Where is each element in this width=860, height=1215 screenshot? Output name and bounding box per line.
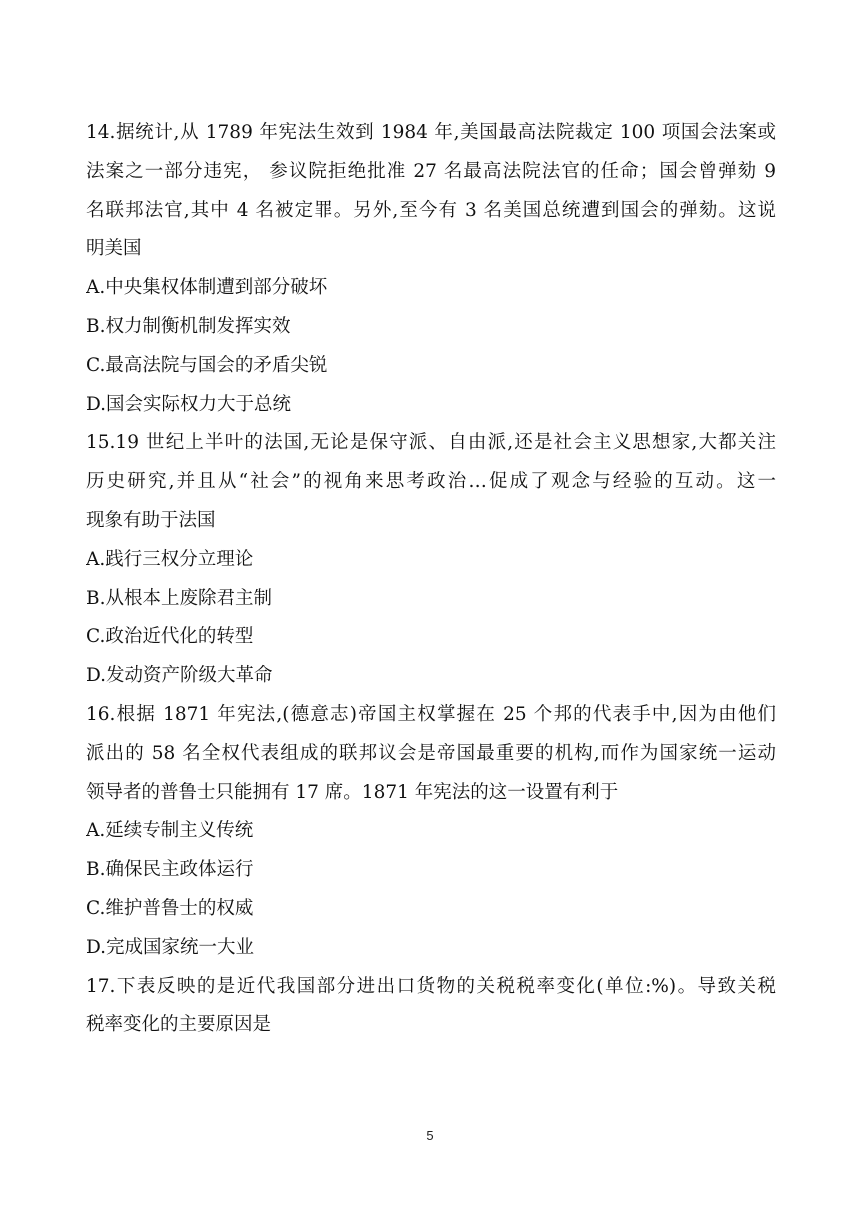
question-stem-line: 14.据统计,从 1789 年宪法生效到 1984 年,美国最高法院裁定 100 项国会法案或 <box>86 122 776 143</box>
question-stem-line: 16.根据 1871 年宪法,(德意志)帝国主权掌握在 25 个邦的代表手中,因为由他们 <box>86 703 776 725</box>
question-14 <box>86 114 776 424</box>
question-stem-line: 明美国 <box>86 238 142 260</box>
question-stem-line: 名联邦法官,其中 4 名被定罪。另外,至今有 3 名美国总统遭到国会的弹劾。这说 <box>86 199 776 221</box>
option-c: C.最高法院与国会的矛盾尖锐 <box>86 354 328 376</box>
option-d: D.完成国家统一大业 <box>86 936 255 958</box>
option-c: C.政治近代化的转型 <box>86 626 254 648</box>
option-a: A.践行三权分立理论 <box>86 548 254 570</box>
option-b: B.从根本上废除君主制 <box>86 587 272 609</box>
page-number: 5 <box>426 1128 434 1143</box>
question-stem-line: 派出的 58 名全权代表组成的联邦议会是帝国最重要的机构,而作为国家统一运动 <box>86 742 776 764</box>
option-b: B.权力制衡机制发挥实效 <box>86 315 291 337</box>
option-d: D.发动资产阶级大革命 <box>86 665 273 687</box>
option-a: A.中央集权体制遭到部分破坏 <box>86 277 328 299</box>
question-17 <box>86 968 776 1046</box>
question-stem-line: 历史研究,并且从“社会”的视角来思考政治…促成了观念与经验的互动。这一 <box>86 471 776 493</box>
question-stem-line: 法案之一部分违宪， 参议院拒绝批准 27 名最高法院法官的任命；国会曾弹劾 9 <box>86 160 776 182</box>
question-stem-line: 15.19 世纪上半叶的法国,无论是保守派、自由派,还是社会主义思想家,大都关注 <box>86 432 776 454</box>
option-b: B.确保民主政体运行 <box>86 859 254 881</box>
option-d: D.国会实际权力大于总统 <box>86 393 292 415</box>
question-16 <box>86 696 776 968</box>
question-stem-line: 现象有助于法国 <box>86 509 216 531</box>
question-15 <box>86 424 776 696</box>
question-stem-line: 税率变化的主要原因是 <box>86 1014 272 1036</box>
option-a: A.延续专制主义传统 <box>86 820 254 842</box>
question-stem-line: 17.下表反映的是近代我国部分进出口货物的关税税率变化(单位:%)。导致关税 <box>86 975 776 997</box>
question-stem-line: 领导者的普鲁士只能拥有 17 席。1871 年宪法的这一设置有利于 <box>86 781 619 803</box>
option-c: C.维护普鲁士的权威 <box>86 897 254 919</box>
questions-container <box>86 114 776 1045</box>
